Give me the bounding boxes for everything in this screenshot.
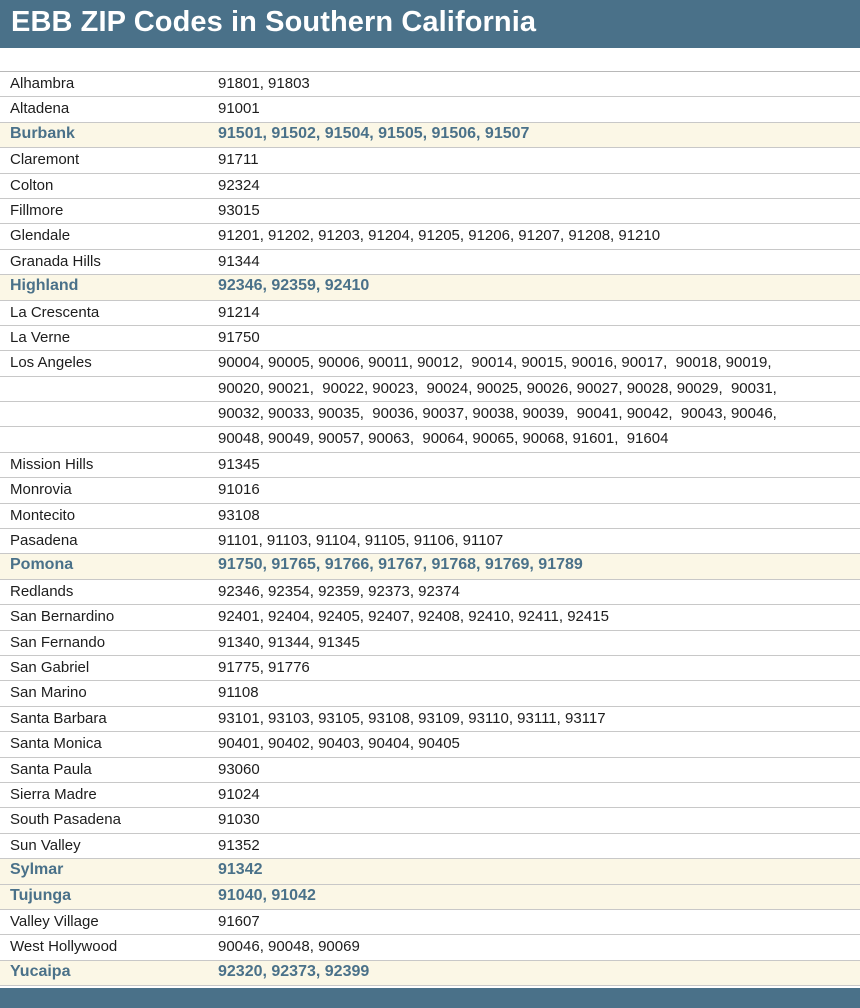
table-row [0,224,860,249]
zip-codes: 91352 [218,836,260,854]
table-row [0,453,860,478]
city-name: Redlands [10,582,74,600]
zip-code-table [0,71,860,986]
city-name: Mission Hills [10,455,94,473]
zip-codes: 90048, 90049, 90057, 90063, 90064, 90065, 90068, 91601, 91604 [218,430,669,448]
city-name: Tujunga [10,886,72,904]
table-row [0,681,860,706]
zip-codes: 91214 [218,303,260,321]
city-name: Yucaipa [10,962,71,980]
table-row [0,732,860,757]
zip-codes: 91108 [218,684,259,702]
table-row [0,326,860,351]
city-name: Highland [10,277,79,295]
table-row [0,148,860,173]
city-name: Altadena [10,100,70,118]
city-name: Glendale [10,227,71,245]
zip-codes: 91345 [218,455,260,473]
table-row [0,402,860,427]
table-row [0,123,860,148]
city-name: San Gabriel [10,658,90,676]
city-name: Los Angeles [10,354,92,372]
zip-codes: 90020, 90021, 90022, 90023, 90024, 90025, 90026, 90027, 90028, 90029, 90031, [218,379,777,397]
zip-codes: 93101, 93103, 93105, 93108, 93109, 93110, 93111, 93117 [218,709,606,727]
zip-codes: 91501, 91502, 91504, 91505, 91506, 91507 [218,124,530,142]
city-name: Monrovia [10,481,72,499]
city-name: La Verne [10,328,71,346]
city-name: Claremont [10,151,80,169]
table-row [0,504,860,529]
table-row [0,631,860,656]
table-row [0,910,860,935]
zip-codes: 90046, 90048, 90069 [218,938,360,956]
city-name: San Marino [10,684,87,702]
table-row [0,580,860,605]
table-row [0,72,860,97]
city-name: Sierra Madre [10,785,97,803]
table-row [0,783,860,808]
table-row [0,758,860,783]
table-row [0,377,860,402]
header-bar [0,0,860,48]
zip-codes: 92346, 92359, 92410 [218,277,370,295]
city-name: San Fernando [10,633,106,651]
city-name: Fillmore [10,201,64,219]
table-row [0,656,860,681]
city-name: Alhambra [10,75,75,92]
zip-codes: 91750 [218,328,260,346]
city-name: Santa Barbara [10,709,107,727]
zip-codes: 91342 [218,861,263,879]
table-row [0,199,860,224]
table-row [0,427,860,452]
zip-codes: 91030 [218,811,260,829]
city-name: Santa Monica [10,735,102,753]
table-row [0,707,860,732]
table-row [0,961,860,986]
city-name: Valley Village [10,912,99,930]
zip-codes: 91201, 91202, 91203, 91204, 91205, 91206, 91207, 91208, 91210 [218,227,661,245]
city-name: La Crescenta [10,303,100,321]
zip-codes: 91040, 91042 [218,886,316,904]
city-name: Pomona [10,556,74,574]
table-row [0,834,860,859]
zip-codes: 90004, 90005, 90006, 90011, 90012, 90014, 90015, 90016, 90017, 90018, 90019, [218,354,772,372]
table-row [0,275,860,300]
table-row [0,859,860,884]
zip-codes: 90401, 90402, 90403, 90404, 90405 [218,735,460,753]
city-name: Granada Hills [10,252,101,270]
table-row [0,554,860,579]
table-row [0,885,860,910]
table-row [0,605,860,630]
zip-codes: 93015 [218,201,260,219]
zip-codes: 91024 [218,785,260,803]
zip-codes: 91344 [218,252,260,270]
zip-codes: 91001 [218,100,260,118]
page-title: EBB ZIP Codes in Southern California [11,6,537,38]
table-row [0,301,860,326]
zip-codes: 92320, 92373, 92399 [218,962,370,980]
city-name: Pasadena [10,532,78,550]
city-name: San Bernardino [10,608,115,626]
zip-codes: 93060 [218,760,260,778]
table-row [0,935,860,960]
table-row [0,808,860,833]
zip-codes: 90032, 90033, 90035, 90036, 90037, 90038, 90039, 90041, 90042, 90043, 90046, [218,405,777,423]
zip-codes: 91607 [218,912,260,930]
table-row [0,529,860,554]
city-name: Montecito [10,506,76,524]
zip-codes: 91801, 91803 [218,75,310,92]
table-row [0,250,860,275]
zip-codes: 92401, 92404, 92405, 92407, 92408, 92410, 92411, 92415 [218,608,609,626]
city-name: Santa Paula [10,760,92,778]
zip-codes: 91775, 91776 [218,658,310,676]
table-row [0,97,860,122]
city-name: Sylmar [10,861,64,879]
city-name: West Hollywood [10,938,118,956]
zip-codes: 92346, 92354, 92359, 92373, 92374 [218,582,460,600]
city-name: Sun Valley [10,836,81,854]
zip-codes: 91016 [218,481,260,499]
zip-codes: 91340, 91344, 91345 [218,633,360,651]
table-row [0,351,860,376]
zip-codes: 91711 [218,151,259,169]
footer-bar [0,988,860,1008]
table-row [0,174,860,199]
city-name: Colton [10,176,54,194]
table-row [0,478,860,503]
city-name: Burbank [10,124,75,142]
city-name: South Pasadena [10,811,121,829]
zip-codes: 91101, 91103, 91104, 91105, 91106, 91107 [218,532,504,550]
zip-codes: 93108 [218,506,260,524]
zip-codes: 91750, 91765, 91766, 91767, 91768, 91769, 91789 [218,556,583,574]
zip-codes: 92324 [218,176,260,194]
